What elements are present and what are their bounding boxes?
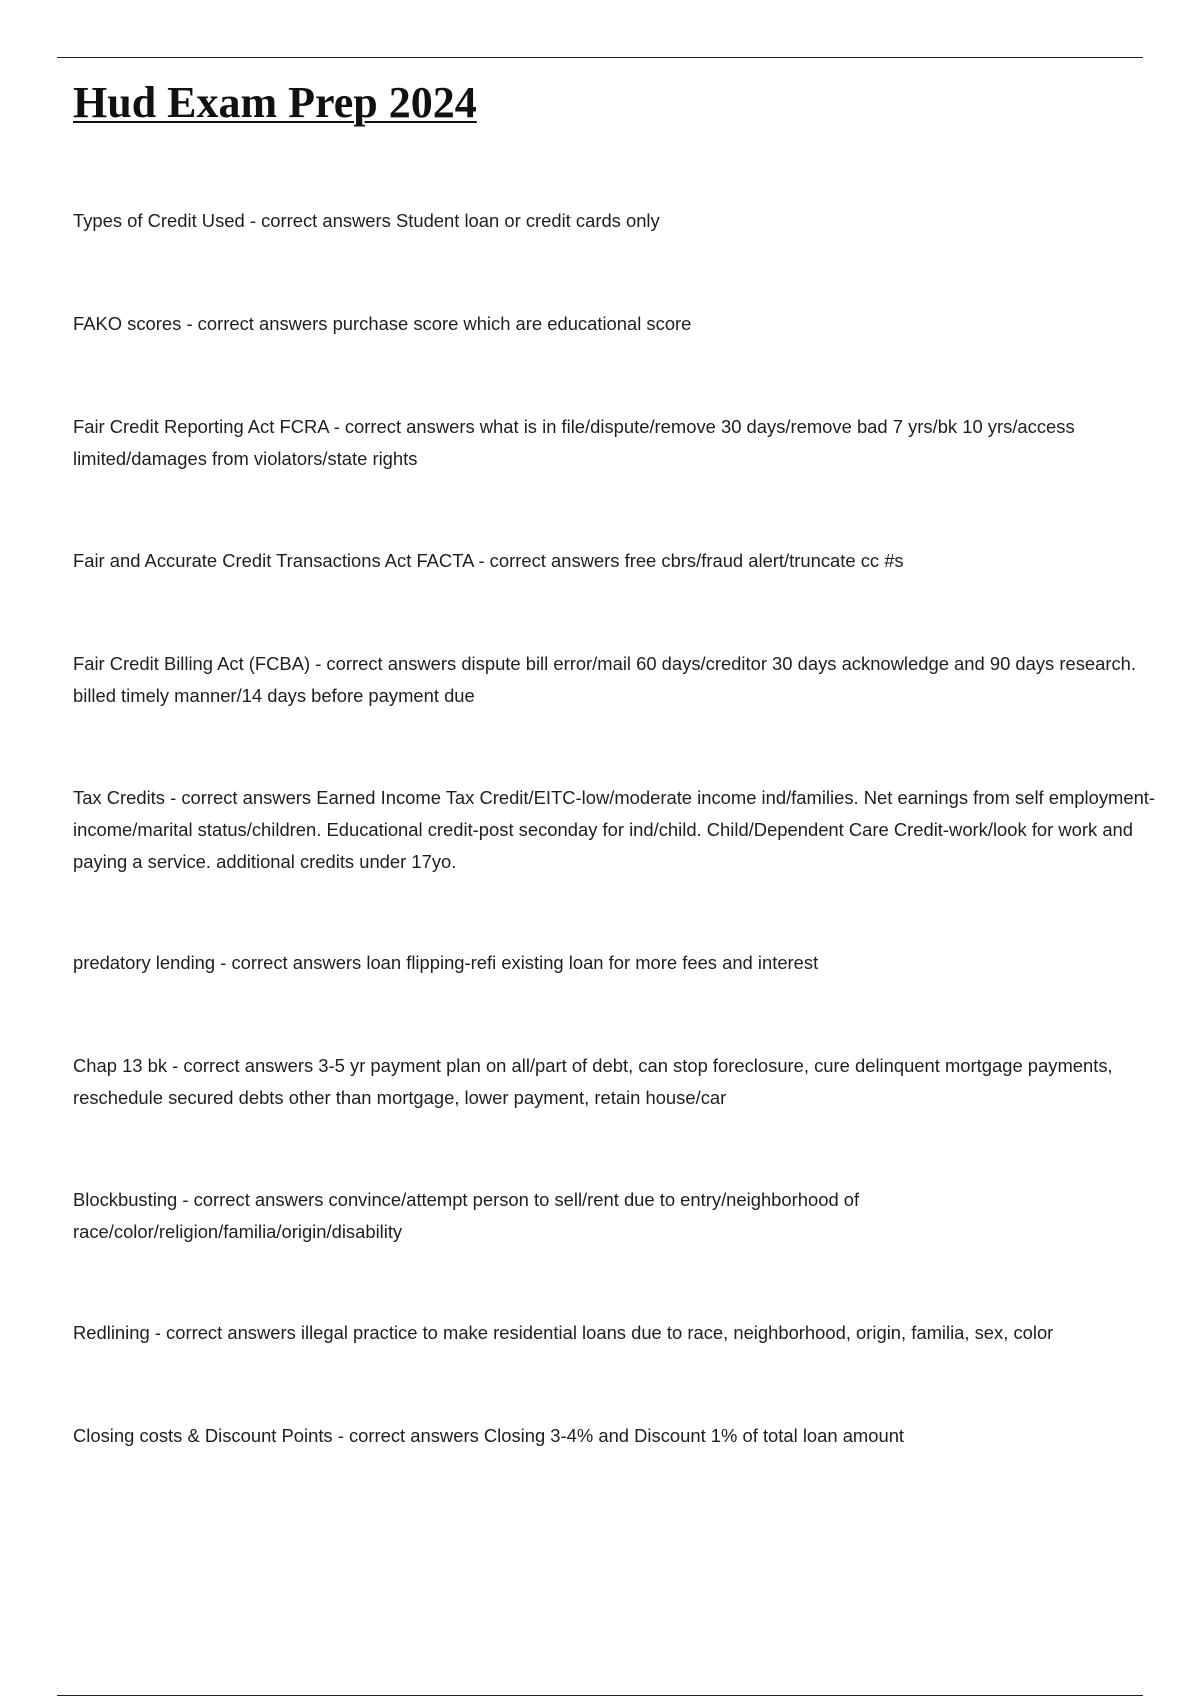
entry-fcba: Fair Credit Billing Act (FCBA) - correct answers dispute bill error/mail 60 days/creditor 30 days acknowledge and 90 days research. billed timely manner/14 days before payment due: [73, 653, 1137, 706]
entry-chap-13-bk: Chap 13 bk - correct answers 3-5 yr payment plan on all/part of debt, can stop foreclosure, cure delinquent mortgage payments, reschedule secured debts other than mortgage, lower payment, retain house/car: [73, 1055, 1113, 1108]
entry-predatory-lending: predatory lending - correct answers loan flipping-refi existing loan for more fees and interest: [73, 952, 819, 973]
entry-fcra: Fair Credit Reporting Act FCRA - correct answers what is in file/dispute/remove 30 days/remove bad 7 yrs/bk 10 yrs/access limited/damages from violators/state rights: [73, 416, 1075, 469]
bottom-divider: [57, 1695, 1143, 1696]
document-title: Hud Exam Prep 2024: [73, 78, 477, 127]
entry-redlining: Redlining - correct answers illegal practice to make residential loans due to race, neighborhood, origin, familia, sex, color: [73, 1322, 1054, 1343]
top-divider: [57, 57, 1143, 58]
entry-tax-credits: Tax Credits - correct answers Earned Income Tax Credit/EITC-low/moderate income ind/families. Net earnings from self employment-income/marital status/children. Educational credit-post seconday for ind/child. Child/Dependent Care Credit-work/look for work and paying a service. additional credits under 17yo.: [73, 787, 1156, 872]
entry-closing-costs: Closing costs & Discount Points - correct answers Closing 3-4% and Discount 1% of total loan amount: [73, 1425, 905, 1446]
entry-fako-scores: FAKO scores - correct answers purchase score which are educational score: [73, 313, 692, 334]
entry-types-of-credit: Types of Credit Used - correct answers Student loan or credit cards only: [73, 210, 660, 231]
entry-facta: Fair and Accurate Credit Transactions Act FACTA - correct answers free cbrs/fraud alert/truncate cc #s: [73, 550, 904, 571]
entry-blockbusting: Blockbusting - correct answers convince/attempt person to sell/rent due to entry/neighborhood of race/color/religion/familia/origin/disability: [73, 1189, 860, 1242]
